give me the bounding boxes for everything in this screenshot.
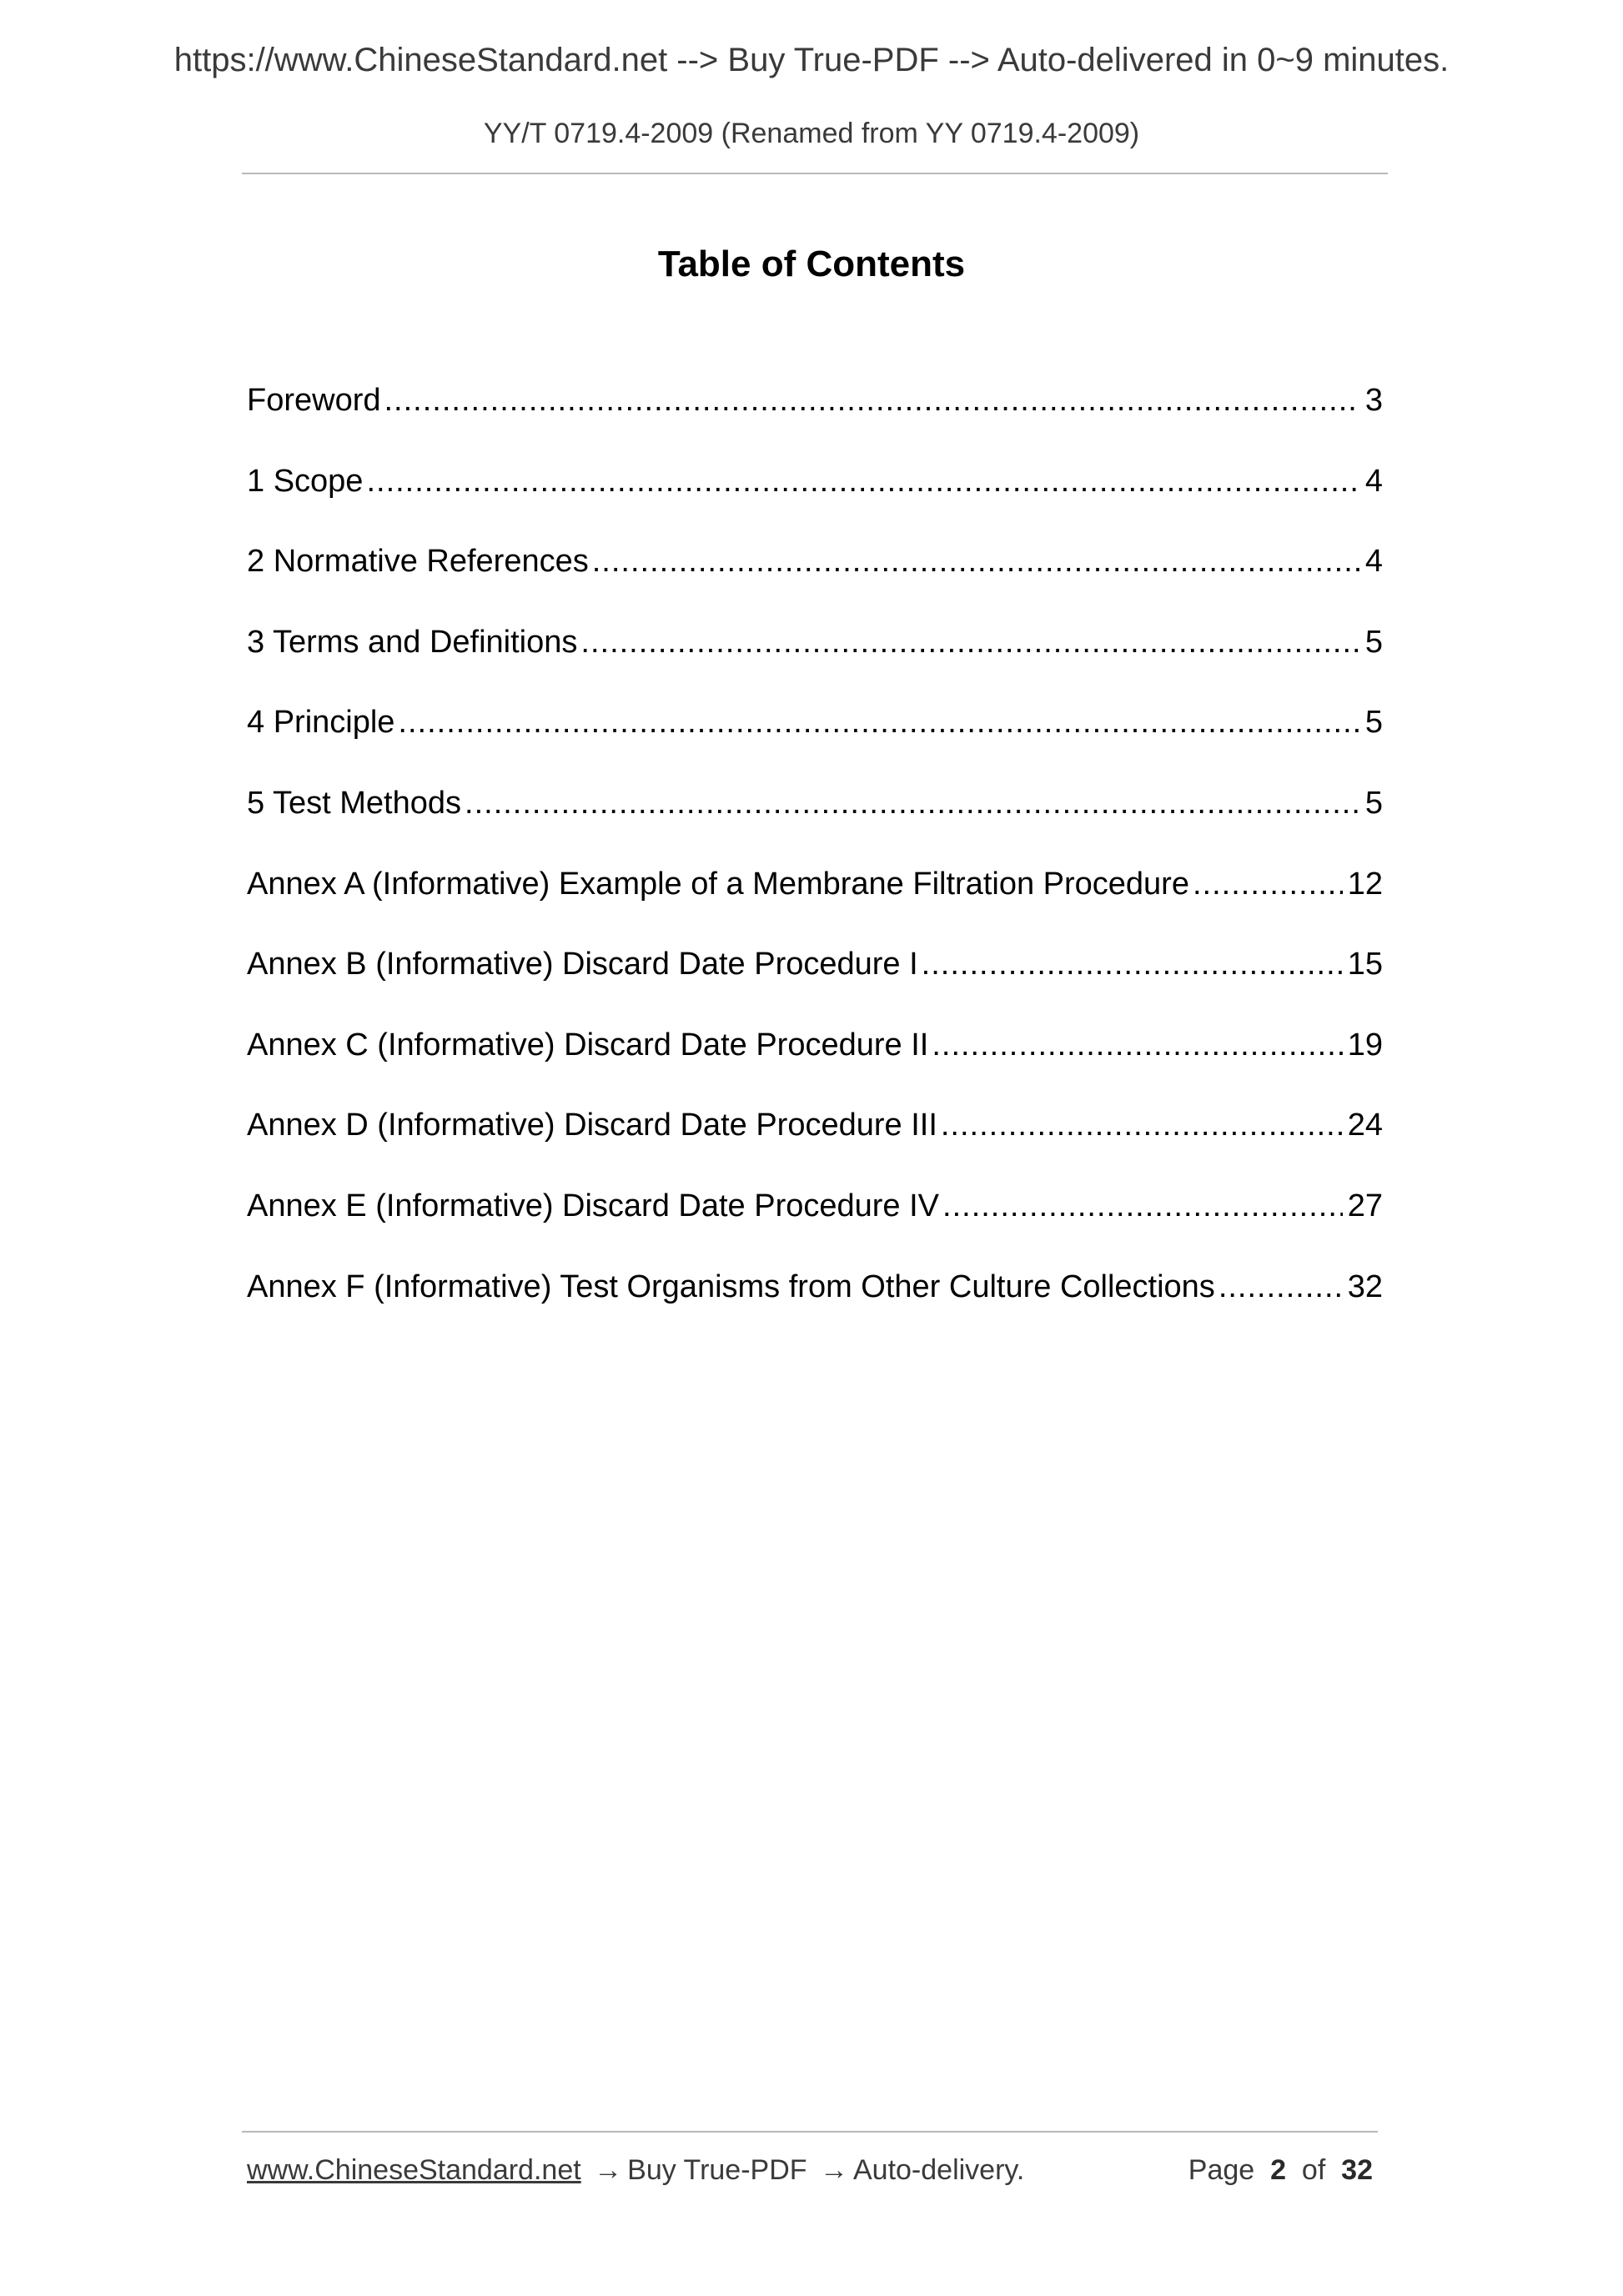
footer-delivery-text: Auto-delivery. — [852, 2154, 1025, 2186]
toc-entry-test-methods[interactable] — [247, 778, 1383, 859]
toc-entry-page: 5 — [1364, 705, 1383, 741]
page-current: 2 — [1270, 2154, 1286, 2186]
page-of-label: of — [1301, 2154, 1326, 2186]
toc-title: Table of Contents — [657, 244, 966, 284]
source-banner: https://www.ChineseStandard.net --> Buy True-PDF --> Auto-delivered in 0~9 minutes. — [173, 42, 1450, 78]
footer-buy-text: Buy True-PDF — [627, 2154, 807, 2186]
arrow-right-icon: → — [594, 2154, 623, 2186]
toc-entry-label: Annex C (Informative) Discard Date Procedure II — [247, 1027, 929, 1063]
toc-entry-page: 32 — [1347, 1269, 1383, 1304]
toc-entry-label: Annex E (Informative) Discard Date Procedure IV — [247, 1188, 940, 1223]
toc-entry-label: Annex D (Informative) Discard Date Procedure III — [247, 1108, 937, 1143]
toc-entry-label: 4 Principle — [247, 705, 395, 741]
toc-entry-page: 27 — [1347, 1188, 1383, 1223]
toc-entry-foreword[interactable] — [247, 375, 1383, 456]
toc-dot-leader — [942, 1181, 1343, 1231]
page-label: Page — [1188, 2154, 1255, 2186]
toc-entry-annex-f[interactable] — [247, 1262, 1383, 1343]
toc-entry-terms-definitions[interactable] — [247, 617, 1383, 698]
toc-entry-label: Foreword — [247, 383, 381, 418]
toc-list — [247, 375, 1383, 1342]
toc-dot-leader — [932, 1020, 1342, 1070]
toc-entry-page: 5 — [1364, 785, 1383, 821]
toc-dot-leader — [941, 1100, 1343, 1150]
toc-entry-page: 5 — [1364, 624, 1383, 660]
toc-entry-label: 1 Scope — [247, 463, 364, 499]
page-indicator — [1188, 2154, 1373, 2187]
toc-entry-normative-references[interactable] — [247, 536, 1383, 617]
toc-entry-annex-e[interactable] — [247, 1181, 1383, 1262]
toc-dot-leader — [580, 617, 1359, 667]
toc-entry-label: Annex B (Informative) Discard Date Procedure I — [247, 947, 918, 982]
toc-entry-page: 12 — [1347, 866, 1383, 902]
toc-dot-leader — [465, 778, 1360, 828]
footer-divider — [242, 2131, 1378, 2133]
arrow-right-icon: → — [819, 2154, 848, 2186]
toc-entry-page: 4 — [1364, 463, 1383, 499]
footer-promo — [247, 2154, 1024, 2187]
toc-entry-annex-a[interactable] — [247, 859, 1383, 940]
toc-entry-page: 24 — [1347, 1108, 1383, 1143]
toc-entry-label: Annex F (Informative) Test Organisms from Other Culture Collections — [247, 1269, 1215, 1304]
toc-entry-label: 3 Terms and Definitions — [247, 624, 578, 660]
toc-entry-principle[interactable] — [247, 697, 1383, 778]
standard-identifier: YY/T 0719.4-2009 (Renamed from YY 0719.4-2009) — [483, 118, 1140, 149]
toc-dot-leader — [922, 939, 1343, 989]
toc-entry-label: 5 Test Methods — [247, 785, 462, 821]
toc-entry-scope[interactable] — [247, 456, 1383, 537]
toc-entry-page: 3 — [1364, 383, 1383, 418]
footer-site-link[interactable]: www.ChineseStandard.net — [247, 2154, 581, 2186]
page-total: 32 — [1341, 2154, 1373, 2186]
toc-dot-leader — [1219, 1262, 1343, 1312]
toc-entry-annex-d[interactable] — [247, 1100, 1383, 1181]
toc-entry-page: 19 — [1347, 1027, 1383, 1063]
toc-dot-leader — [1193, 859, 1343, 909]
toc-entry-page: 15 — [1347, 947, 1383, 982]
toc-entry-page: 4 — [1364, 544, 1383, 580]
toc-dot-leader — [398, 697, 1359, 747]
toc-entry-annex-b[interactable] — [247, 939, 1383, 1020]
toc-dot-leader — [384, 375, 1360, 425]
toc-entry-annex-c[interactable] — [247, 1020, 1383, 1101]
toc-entry-label: Annex A (Informative) Example of a Membrane Filtration Procedure — [247, 866, 1189, 902]
header-divider — [242, 173, 1388, 174]
toc-dot-leader — [366, 456, 1359, 506]
toc-dot-leader — [592, 536, 1360, 586]
toc-entry-label: 2 Normative References — [247, 544, 589, 580]
